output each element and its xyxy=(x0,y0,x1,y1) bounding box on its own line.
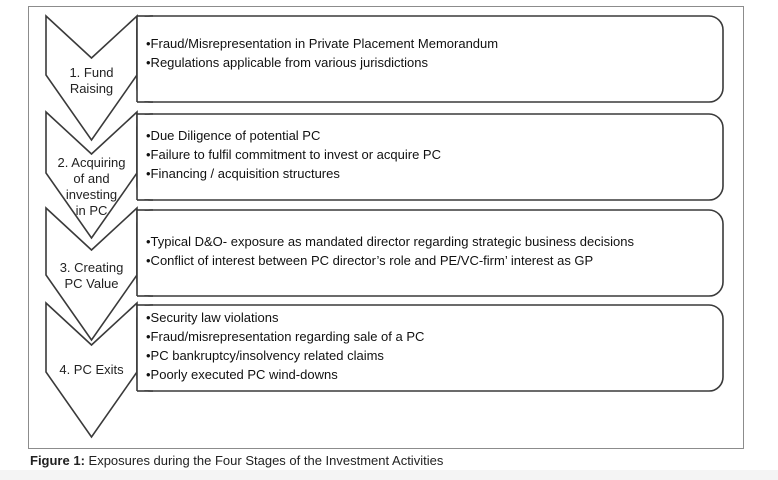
caption-label: Figure 1: xyxy=(30,453,85,468)
exposure-bullet: •Due Diligence of potential PC xyxy=(146,128,321,143)
exposure-bullet: •Fraud/Misrepresentation in Private Placement Memorandum xyxy=(146,36,499,51)
exposure-bullet: •Typical D&O- exposure as mandated director regarding strategic business decisions xyxy=(146,234,634,249)
bottom-band xyxy=(0,470,778,480)
exposure-bullet: •Failure to fulfil commitment to invest or acquire PC xyxy=(146,147,441,162)
exposure-bullet: •Regulations applicable from various jurisdictions xyxy=(146,55,429,70)
stage-label-line: PC Value xyxy=(64,276,119,291)
exposure-bullet: •PC bankruptcy/insolvency related claims xyxy=(146,348,384,363)
exposure-bullet: •Poorly executed PC wind-downs xyxy=(146,367,338,382)
stage-label-line: 4. PC Exits xyxy=(59,362,124,377)
exposure-bullet: •Fraud/misrepresentation regarding sale of a PC xyxy=(146,329,425,344)
exposure-bullet: •Conflict of interest between PC director’s role and PE/VC-firm’ interest as GP xyxy=(146,253,594,268)
figure-caption xyxy=(30,453,443,468)
stage-label-line: Raising xyxy=(69,81,114,96)
stage-label-line: 1. Fund xyxy=(69,65,114,80)
caption-text: Exposures during the Four Stages of the Investment Activities xyxy=(84,453,444,468)
stage-label-line: 2. Acquiring xyxy=(57,155,126,170)
exposure-bullet: •Security law violations xyxy=(146,310,279,325)
exposure-bullet: •Financing / acquisition structures xyxy=(146,166,340,181)
stage-label-line: 3. Creating xyxy=(59,260,124,275)
stage-label-line: of and xyxy=(73,171,110,186)
stage-label-line: investing xyxy=(65,187,118,202)
stage-label-line: in PC xyxy=(75,203,108,218)
